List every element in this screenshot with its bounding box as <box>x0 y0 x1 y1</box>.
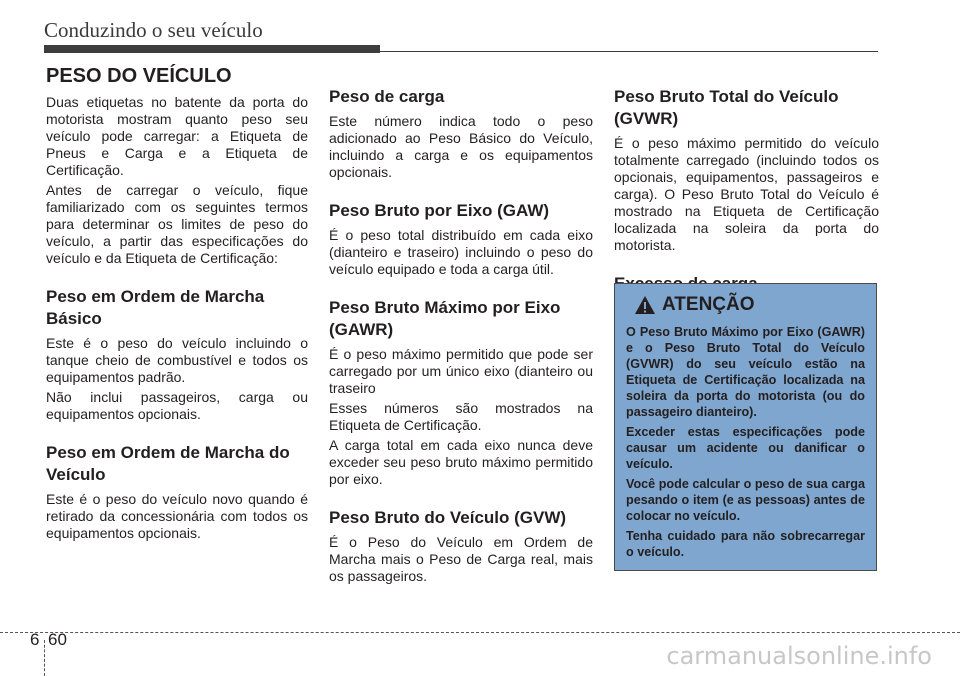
paragraph: Este é o peso do veículo novo quando é retirado da concessionária com todos os equipamentos opcionais. <box>46 491 308 541</box>
paragraph: É o peso total distribuído em cada eixo (dianteiro e traseiro) incluindo o peso do veículo equipado e toda a carga útil. <box>329 227 593 277</box>
paragraph: Não inclui passageiros, carga ou equipamentos opcionais. <box>46 389 308 422</box>
subsection-heading: Peso Bruto Máximo por Eixo (GAWR) <box>329 298 561 339</box>
warning-paragraph: O Peso Bruto Máximo por Eixo (GAWR) e o Peso Bruto Total do Veículo (GVWR) do seu veículo estão na Etiqueta de Certificação localizada na soleira da porta do motorista (ou do passageiro dianteiro). <box>626 325 865 419</box>
subsection-heading: Peso de carga <box>329 87 445 106</box>
subsection-heading: Peso Bruto por Eixo (GAW) <box>329 201 550 220</box>
warning-title: ATENÇÃO <box>662 294 755 315</box>
column-2 <box>329 62 593 588</box>
paragraph: Este é o peso do veículo incluindo o tanque cheio de combustível e todos os equipamentos padrão. <box>46 335 308 385</box>
paragraph: É o peso máximo permitido que pode ser carregado por um único eixo (dianteiro ou traseiro <box>329 346 593 396</box>
paragraph: É o Peso do Veículo em Ordem de Marcha mais o Peso de Carga real, mais os passageiros. <box>329 534 593 584</box>
footer-rule <box>0 632 960 633</box>
warning-paragraph: Você pode calcular o peso de sua carga pesando o item (e as pessoas) antes de colocar no veículo. <box>626 477 865 523</box>
paragraph: Este número indica todo o peso adicionado ao Peso Básico do Veículo, incluindo a carga e os equipamentos opcionais. <box>329 113 593 180</box>
paragraph: É o peso máximo permitido do veículo totalmente carregado (incluindo todos os opcionais, equipamentos, passageiros e carga). O Peso Bruto Total do Veículo é mostrado na Etiqueta de Certificação localizada na soleira da porta do motorista. <box>614 135 879 253</box>
warning-paragraph: Tenha cuidado para não sobrecarregar o veículo. <box>626 529 865 559</box>
footer-divider <box>44 640 45 676</box>
warning-box <box>614 283 877 571</box>
page-number: 60 <box>48 630 67 649</box>
paragraph: Duas etiquetas no batente da porta do motorista mostram quanto peso seu veículo pode carregar: a Etiqueta de Pneus e Carga e a Etiqueta de Certificação. <box>46 94 308 178</box>
header-rule-thin <box>380 51 878 52</box>
running-header: Conduzindo o seu veículo <box>44 18 263 42</box>
paragraph: Antes de carregar o veículo, fique familiarizado com os seguintes termos para determinar os limites de peso do veículo, a partir das especificações do veículo e da Etiqueta de Certificação: <box>46 182 308 266</box>
paragraph: Esses números são mostrados na Etiqueta de Certificação. <box>329 400 593 433</box>
warning-header <box>634 294 865 316</box>
chapter-number: 6 <box>30 630 40 649</box>
header-rule-thick <box>44 45 380 53</box>
subsection-heading: Peso Bruto do Veículo (GVW) <box>329 508 567 527</box>
warning-triangle-icon <box>634 295 656 315</box>
warning-paragraph: Exceder estas especificações pode causar um acidente ou danificar o veículo. <box>626 425 865 471</box>
column-3 <box>614 62 879 300</box>
paragraph: A carga total em cada eixo nunca deve exceder seu peso bruto máximo permitido por eixo. <box>329 437 593 487</box>
watermark: carmanualsonline.info <box>666 642 932 670</box>
column-1 <box>46 62 308 545</box>
subsection-heading: Peso em Ordem de Marcha do Veículo <box>46 443 290 484</box>
section-title: PESO DO VEÍCULO <box>46 65 232 87</box>
subsection-heading: Peso Bruto Total do Veículo (GVWR) <box>614 87 839 128</box>
subsection-heading: Peso em Ordem de Marcha Básico <box>46 287 265 328</box>
